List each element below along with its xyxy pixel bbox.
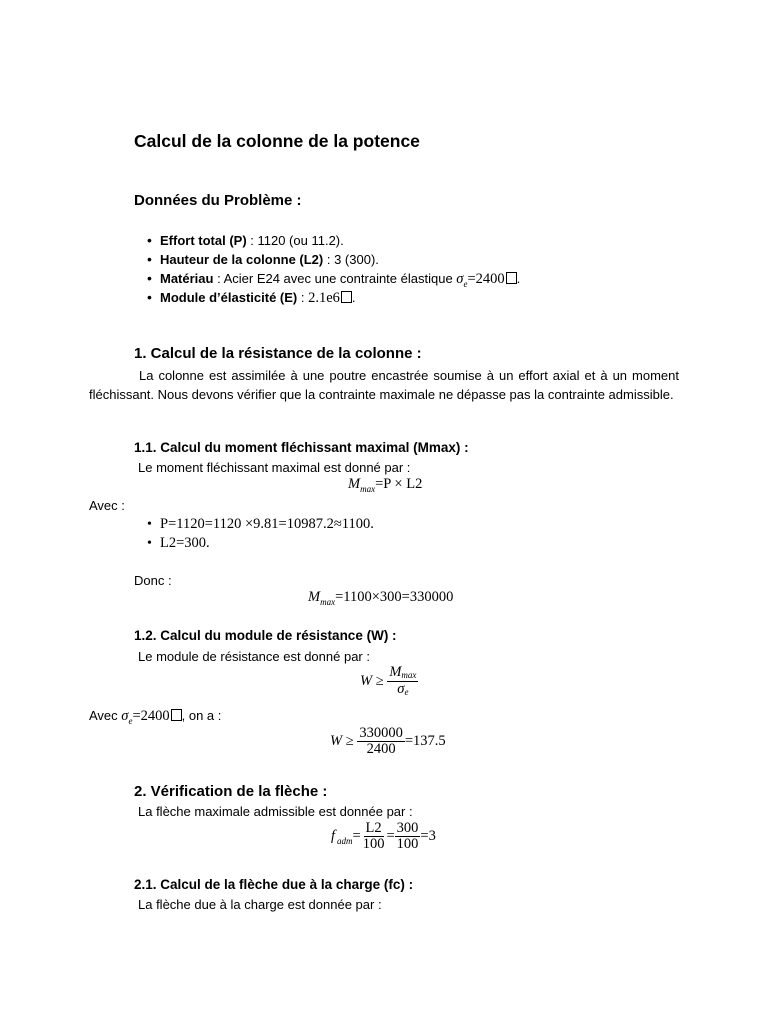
section-1-2-intro: Le module de résistance est donné par : [138, 649, 370, 664]
donnees-list [147, 231, 520, 307]
list-item: • Module d’élasticité (E) : 2.1e6 . [147, 288, 520, 307]
avec-list [147, 515, 374, 553]
sigma-e-formula: $\sigma_e=2400$ [456, 271, 516, 287]
section-2-heading: 2. Vérification de la flèche : [134, 783, 328, 800]
donnees-heading: Données du Problème : [134, 192, 302, 209]
section-2-intro: La flèche maximale admissible est donnée par : [138, 804, 413, 819]
list-item: • L2=300. [147, 534, 374, 553]
section-1-paragraph: La colonne est assimilée à une poutre encastrée soumise à un effort axial et à un moment fléchissant. Nous devons vérifier que la contrainte maximale ne dépasse pas la contrainte admissible. [89, 368, 679, 402]
w-formula: W ≥ $\frac{Mmax}{\sigma e}$ [360, 664, 417, 697]
section-1-1-intro: Le moment fléchissant maximal est donné par : [138, 460, 411, 475]
missing-glyph-icon [506, 272, 517, 284]
donc-label: Donc : [134, 573, 172, 588]
missing-glyph-icon [171, 709, 182, 721]
avec-sigma-line: Avec $\sigma_e=2400$ , on a : [89, 708, 222, 726]
list-item: • P=1120=1120 ×9.81=10987.2≈1100. [147, 515, 374, 534]
section-2-1-intro: La flèche due à la charge est donnée par : [138, 897, 382, 912]
avec-label: Avec : [89, 498, 125, 513]
list-item: • Hauteur de la colonne (L2) : 3 (300). [147, 250, 520, 269]
module-e-value: 2.1e6 [308, 290, 340, 306]
section-1-1-heading: 1.1. Calcul du moment fléchissant maximal (Mmax) : [134, 440, 469, 455]
list-item: • Effort total (P) : 1120 (ou 11.2). [147, 231, 520, 250]
section-1-heading: 1. Calcul de la résistance de la colonne : [134, 345, 422, 362]
missing-glyph-icon [341, 291, 352, 303]
w-result: W ≥ $\frac{330000}{2400}$ =137.5 [330, 725, 446, 757]
section-2-1-heading: 2.1. Calcul de la flèche due à la charge (fc) : [134, 877, 414, 892]
fadm-formula: f adm = $\frac{L2}{100}$ = $\frac{300}{100}$ =3 [331, 820, 436, 852]
section-1-2-heading: 1.2. Calcul du module de résistance (W) : [134, 628, 397, 643]
page-title: Calcul de la colonne de la potence [134, 131, 420, 151]
mmax-result: $M_{max}=1100\times 300=330000$ [308, 589, 454, 607]
list-item: • Matériau : Acier E24 avec une contrainte élastique $\sigma_e=2400$ . [147, 269, 520, 288]
mmax-formula: $M_{max}=P \times L2$ [348, 476, 423, 494]
